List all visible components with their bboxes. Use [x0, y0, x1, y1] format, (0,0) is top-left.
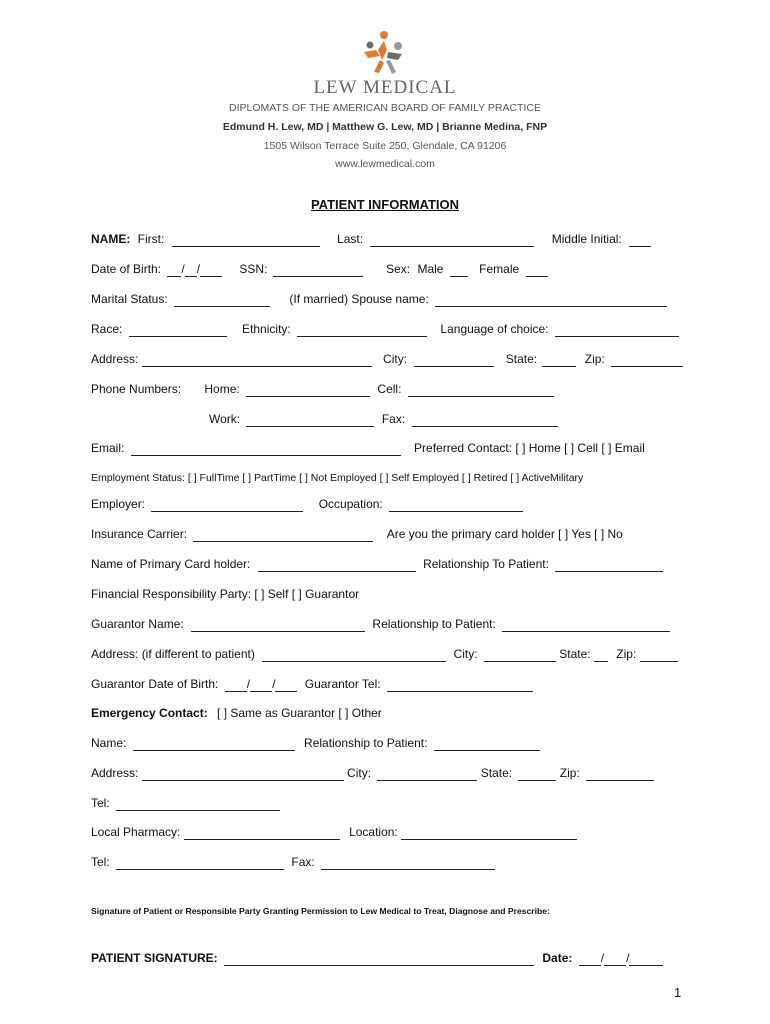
- zip-field[interactable]: [611, 353, 683, 367]
- last-name-field[interactable]: [370, 233, 534, 247]
- guarantor-address-row: [91, 646, 678, 662]
- address-label: Address:: [91, 352, 139, 366]
- insurance-carrier-label: Insurance Carrier:: [91, 527, 188, 541]
- relationship-field[interactable]: [555, 558, 663, 572]
- last-label: Last:: [337, 232, 364, 246]
- form-title: PATIENT INFORMATION: [310, 197, 460, 212]
- guarantor-name-field[interactable]: [191, 618, 365, 632]
- guarantor-address-field[interactable]: [262, 648, 446, 662]
- work-label: Work:: [209, 412, 241, 426]
- guarantor-tel-label: Guarantor Tel:: [304, 677, 381, 691]
- language-field[interactable]: [555, 323, 679, 337]
- guarantor-name-row: [91, 616, 670, 632]
- emergency-contact-label: Emergency Contact:: [91, 706, 208, 720]
- cell-label: Cell:: [377, 382, 402, 396]
- guarantor-tel-field[interactable]: [387, 678, 533, 692]
- phone-numbers-label: Phone Numbers:: [91, 382, 182, 396]
- date-label: Date:: [542, 951, 573, 965]
- practice-address: 1505 Wilson Terrace Suite 250, Glendale, CA 91206: [263, 140, 507, 152]
- email-row: [91, 440, 645, 456]
- zip-label: Zip:: [584, 352, 605, 366]
- cell-phone-field[interactable]: [408, 383, 554, 397]
- male-field[interactable]: [450, 263, 468, 277]
- guarantor-relationship-label: Relationship to Patient:: [372, 617, 496, 631]
- patient-signature-field[interactable]: [224, 952, 534, 966]
- emergency-relationship-label: Relationship to Patient:: [304, 736, 428, 750]
- first-label: First:: [137, 232, 165, 246]
- state-field[interactable]: [542, 353, 576, 367]
- insurance-row: [91, 526, 623, 542]
- date-month-field[interactable]: [579, 952, 601, 966]
- guarantor-zip-field[interactable]: [640, 648, 678, 662]
- primary-card-holder-question[interactable]: Are you the primary card holder [ ] Yes [ ] No: [386, 527, 623, 541]
- guarantor-dob-label: Guarantor Date of Birth:: [91, 677, 219, 691]
- dob-month-field[interactable]: [167, 263, 181, 277]
- emergency-tel-field[interactable]: [116, 797, 280, 811]
- fax-label: Fax:: [381, 412, 406, 426]
- emergency-relationship-field[interactable]: [434, 737, 540, 751]
- emergency-tel-label: Tel:: [91, 796, 110, 810]
- pharmacy-location-field[interactable]: [401, 826, 577, 840]
- occupation-label: Occupation:: [318, 497, 383, 511]
- race-row: [91, 321, 679, 337]
- insurance-carrier-field[interactable]: [193, 528, 373, 542]
- middle-initial-label: Middle Initial:: [551, 232, 622, 246]
- emergency-state-field[interactable]: [518, 767, 556, 781]
- employer-row: [91, 496, 523, 512]
- date-year-field[interactable]: [629, 952, 663, 966]
- city-label: City:: [383, 352, 408, 366]
- emergency-options[interactable]: [ ] Same as Guarantor [ ] Other: [217, 706, 382, 720]
- dob-label: Date of Birth:: [91, 262, 162, 276]
- local-pharmacy-field[interactable]: [184, 826, 340, 840]
- marital-row: [91, 291, 667, 307]
- relationship-label: Relationship To Patient:: [423, 557, 549, 571]
- emergency-name-row: [91, 735, 540, 751]
- guarantor-dob-day-field[interactable]: [250, 678, 272, 692]
- pharmacy-row: [91, 824, 577, 840]
- card-holder-row: [91, 556, 663, 572]
- name-label: NAME:: [91, 232, 131, 246]
- marital-status-label: Marital Status:: [91, 292, 168, 306]
- guarantor-address-label: Address: (if different to patient): [91, 647, 255, 661]
- pharmacy-location-label: Location:: [349, 825, 398, 839]
- female-field[interactable]: [526, 263, 548, 277]
- home-phone-field[interactable]: [246, 383, 370, 397]
- ssn-field[interactable]: [273, 263, 363, 277]
- state-label: State:: [505, 352, 538, 366]
- pharmacy-fax-label: Fax:: [291, 855, 315, 869]
- guarantor-relationship-field[interactable]: [502, 618, 670, 632]
- financial-responsibility[interactable]: Financial Responsibility Party: [ ] Self [ ] Guarantor: [91, 587, 360, 601]
- employer-label: Employer:: [91, 497, 146, 511]
- guarantor-state-field[interactable]: [594, 648, 608, 662]
- brand-name: LEW MEDICAL: [313, 77, 457, 98]
- diplomats-line: DIPLOMATS OF THE AMERICAN BOARD OF FAMILY PRACTICE: [229, 102, 541, 114]
- female-label: Female: [479, 262, 520, 276]
- signature-row: PATIENT SIGNATURE: Date: / /: [91, 950, 663, 966]
- ethnicity-label: Ethnicity:: [242, 322, 291, 336]
- male-label: Male: [417, 262, 444, 276]
- emergency-name-label: Name:: [91, 736, 127, 750]
- practice-website: www.lewmedical.com: [335, 158, 435, 170]
- emergency-tel-row: [91, 795, 280, 811]
- signature-disclaimer: Signature of Patient or Responsible Party Granting Permission to Lew Medical to Treat, Diagnose and Prescribe:: [91, 906, 550, 916]
- guarantor-dob-month-field[interactable]: [225, 678, 247, 692]
- spouse-name-field[interactable]: [435, 293, 667, 307]
- emergency-name-field[interactable]: [133, 737, 295, 751]
- emergency-state-label: State:: [480, 766, 513, 780]
- pharmacy-fax-field[interactable]: [321, 856, 495, 870]
- guarantor-dob-year-field[interactable]: [275, 678, 297, 692]
- employer-field[interactable]: [151, 498, 303, 512]
- guarantor-city-field[interactable]: [484, 648, 556, 662]
- guarantor-name-label: Guarantor Name:: [91, 617, 184, 631]
- emergency-city-label: City:: [347, 766, 372, 780]
- occupation-field[interactable]: [389, 498, 523, 512]
- dob-year-field[interactable]: [200, 263, 222, 277]
- emergency-zip-label: Zip:: [559, 766, 580, 780]
- first-name-field[interactable]: [172, 233, 320, 247]
- pharmacy-tel-row: [91, 854, 495, 870]
- email-label: Email:: [91, 441, 125, 455]
- name-row: [91, 231, 651, 247]
- primary-card-holder-field[interactable]: [258, 558, 416, 572]
- patient-signature-label: PATIENT SIGNATURE:: [91, 951, 218, 965]
- emergency-city-field[interactable]: [377, 767, 477, 781]
- home-label: Home:: [204, 382, 240, 396]
- lew-medical-logo: [360, 30, 410, 76]
- preferred-contact[interactable]: Preferred Contact: [ ] Home [ ] Cell [ ] Email: [414, 441, 645, 455]
- work-phone-field[interactable]: [246, 413, 374, 427]
- language-label: Language of choice:: [440, 322, 549, 336]
- pharmacy-tel-field[interactable]: [116, 856, 284, 870]
- primary-card-holder-label: Name of Primary Card holder:: [91, 557, 251, 571]
- guarantor-dob-row: Guarantor Date of Birth: / / Guarantor Tel:: [91, 676, 533, 692]
- guarantor-state-label: State:: [559, 647, 591, 661]
- city-field[interactable]: [414, 353, 494, 367]
- emergency-address-row: [91, 765, 654, 781]
- emergency-zip-field[interactable]: [586, 767, 654, 781]
- date-day-field[interactable]: [604, 952, 626, 966]
- work-row: [209, 411, 558, 427]
- guarantor-zip-label: Zip:: [616, 647, 637, 661]
- ssn-label: SSN:: [239, 262, 268, 276]
- race-field[interactable]: [129, 323, 227, 337]
- employment-status-row[interactable]: Employment Status: [ ] FullTime [ ] PartTime [ ] Not Employed [ ] Self Employed [ ] Retired [ ] ActiveMilitary: [91, 472, 584, 484]
- emergency-address-field[interactable]: [142, 767, 344, 781]
- address-field[interactable]: [142, 353, 372, 367]
- dob-row: Date of Birth: / / SSN: Sex: Male Female: [91, 261, 548, 277]
- guarantor-city-label: City:: [453, 647, 478, 661]
- sex-label: Sex:: [386, 262, 411, 276]
- address-row: [91, 351, 683, 367]
- emergency-contact-row: [91, 705, 382, 721]
- race-label: Race:: [91, 322, 123, 336]
- dob-day-field[interactable]: [185, 263, 197, 277]
- local-pharmacy-label: Local Pharmacy:: [91, 825, 181, 839]
- ethnicity-field[interactable]: [297, 323, 427, 337]
- page-number: 1: [674, 985, 682, 1000]
- doctors-line: Edmund H. Lew, MD | Matthew G. Lew, MD | Brianne Medina, FNP: [222, 121, 548, 133]
- spouse-name-label: (If married) Spouse name:: [289, 292, 429, 306]
- fax-field[interactable]: [412, 413, 558, 427]
- pharmacy-tel-label: Tel:: [91, 855, 110, 869]
- email-field[interactable]: [131, 442, 401, 456]
- phone-row: [91, 381, 554, 397]
- emergency-address-label: Address:: [91, 766, 139, 780]
- marital-status-field[interactable]: [174, 293, 270, 307]
- middle-initial-field[interactable]: [629, 233, 651, 247]
